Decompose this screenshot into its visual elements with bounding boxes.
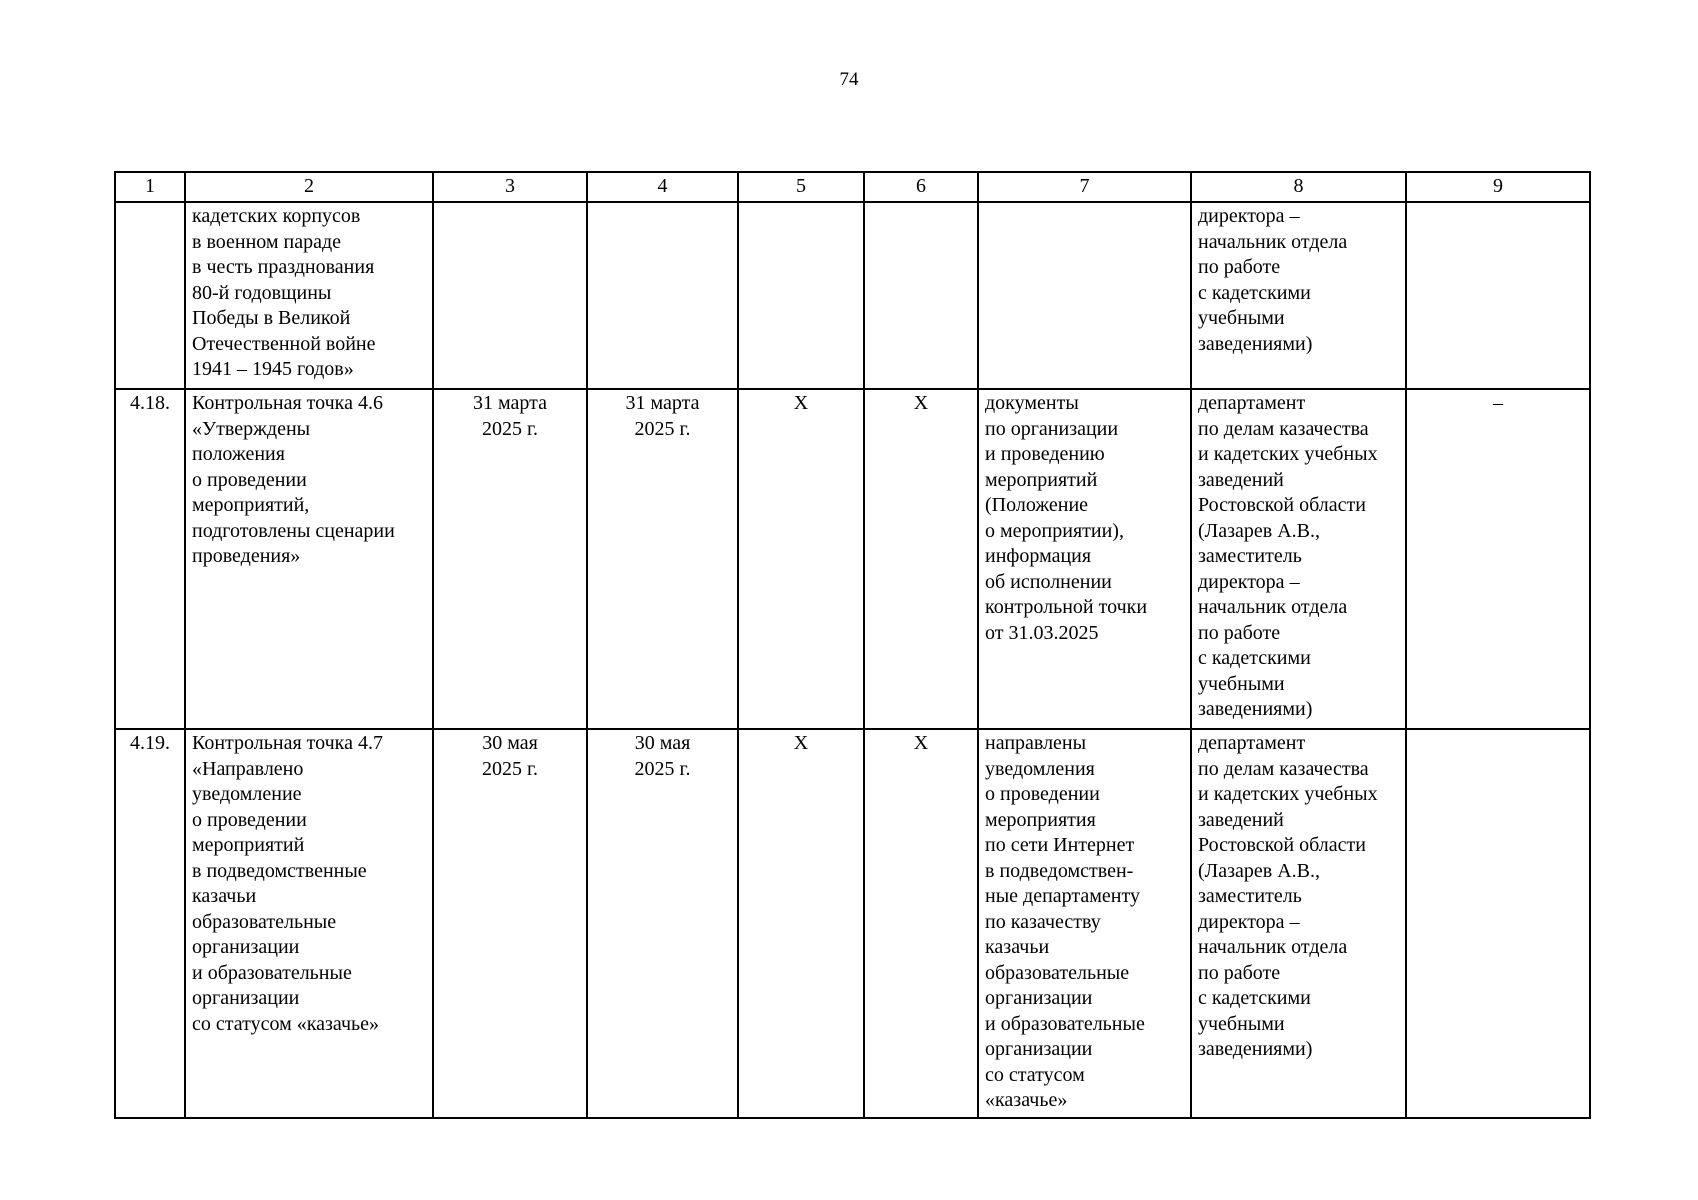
table-row (115, 729, 1590, 1118)
column-header: 2 (185, 172, 433, 202)
row-number: 4.19. (115, 729, 185, 1118)
end-date (587, 202, 738, 389)
column-header: 8 (1191, 172, 1406, 202)
event-name: Контрольная точка 4.7 «Направлено уведомление о проведении мероприятий в подведомственные казачьи образовательные организации и образовательные организации со статусом «казачье» (185, 729, 433, 1118)
column-5-cell: Х (738, 729, 864, 1118)
column-6-cell: Х (864, 729, 978, 1118)
column-header: 5 (738, 172, 864, 202)
column-header: 4 (587, 172, 738, 202)
row-number: 4.18. (115, 389, 185, 729)
column-6-cell: Х (864, 389, 978, 729)
column-9-cell: – (1406, 389, 1590, 729)
column-header: 3 (433, 172, 587, 202)
plan-table (114, 171, 1591, 1119)
column-header: 9 (1406, 172, 1590, 202)
start-date: 31 марта 2025 г. (433, 389, 587, 729)
column-5-cell: Х (738, 389, 864, 729)
result-cell: направлены уведомления о проведении мероприятия по сети Интернет в подведомствен- ные департаменту по казачеству казачьи образовательные организации и образовательные организации со статусом «казачье» (978, 729, 1191, 1118)
start-date (433, 202, 587, 389)
column-header: 6 (864, 172, 978, 202)
result-cell: документы по организации и проведению мероприятий (Положение о мероприятии), информация об исполнении контрольной точки от 31.03.2025 (978, 389, 1191, 729)
end-date: 31 марта 2025 г. (587, 389, 738, 729)
table-row (115, 389, 1590, 729)
column-header: 7 (978, 172, 1191, 202)
responsible-cell: департамент по делам казачества и кадетских учебных заведений Ростовской области (Лазарев А.В., заместитель директора – начальник отдела по работе с кадетскими учебными заведениями) (1191, 729, 1406, 1118)
column-9-cell (1406, 729, 1590, 1118)
row-number (115, 202, 185, 389)
table-header-row (115, 172, 1590, 202)
start-date: 30 мая 2025 г. (433, 729, 587, 1118)
column-5-cell (738, 202, 864, 389)
event-name: Контрольная точка 4.6 «Утверждены положения о проведении мероприятий, подготовлены сценарии проведения» (185, 389, 433, 729)
result-cell (978, 202, 1191, 389)
table-row (115, 202, 1590, 389)
column-header: 1 (115, 172, 185, 202)
end-date: 30 мая 2025 г. (587, 729, 738, 1118)
responsible-cell: директора – начальник отдела по работе с кадетскими учебными заведениями) (1191, 202, 1406, 389)
column-6-cell (864, 202, 978, 389)
column-9-cell (1406, 202, 1590, 389)
responsible-cell: департамент по делам казачества и кадетских учебных заведений Ростовской области (Лазарев А.В., заместитель директора – начальник отдела по работе с кадетскими учебными заведениями) (1191, 389, 1406, 729)
page-number: 74 (839, 69, 859, 90)
event-name: кадетских корпусов в военном параде в честь празднования 80-й годовщины Победы в Великой Отечественной войне 1941 – 1945 годов» (185, 202, 433, 389)
